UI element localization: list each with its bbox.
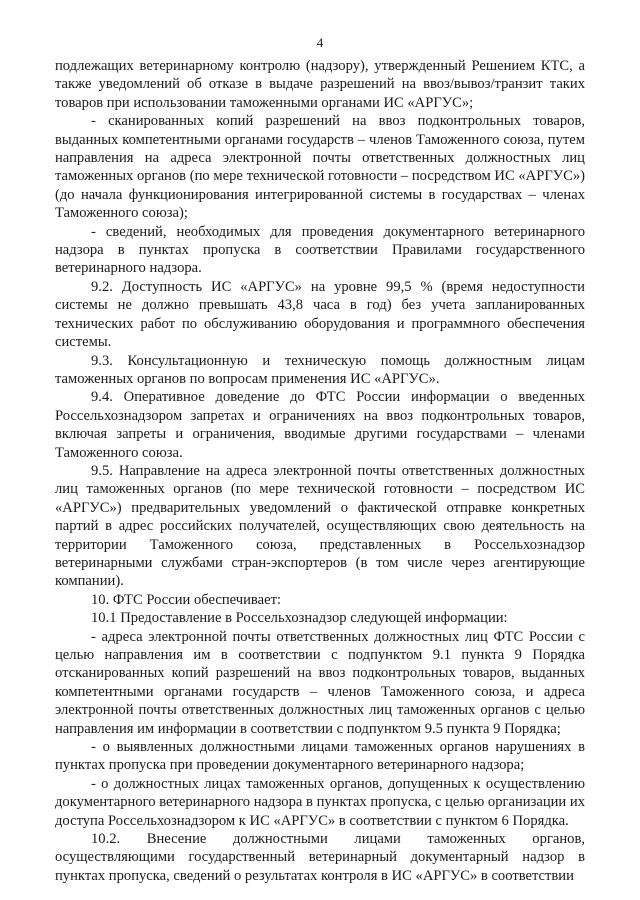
paragraph-9-4: 9.4. Оперативное доведение до ФТС России информации о введенных Россельхознадзором запретах и ограничениях на ввоз подконтрольных товаров, включая запреты и ограничения, вводимые другими государствами – членами Таможенного союза. [55,389,585,461]
paragraph-9-3: 9.3. Консультационную и техническую помощь должностным лицам таможенных органов по вопросам применения ИС «АРГУС». [55,352,585,387]
paragraph-10-2: 10.2. Внесение должностными лицами таможенных органов, осуществляющими государственный ветеринарный документарный надзор в пунктах пропуска, сведений о результатах контроля в ИС «АРГУС» в соответствии [55,831,585,884]
paragraph-email-addresses: - адреса электронной почты ответственных должностных лиц ФТС России с целью направления им в соответствии с подпунктом 9.1 пункта 9 Порядка отсканированных копий разрешений на ввоз подконтрольных товаров, выданных компетентными органами государств – членов Таможенного союза, и адреса электронной почты ответственных должностных лиц таможенных органов с целью направления им информации в соответствии с подпунктом 9.5 пункта 9 Порядка; [55,628,585,737]
paragraph-10: 10. ФТС России обеспечивает: [91,591,281,608]
paragraph-officials-access: - о должностных лицах таможенных органов, допущенных к осуществлению документарного ветеринарного надзора в пунктах пропуска, с целью организации их доступа Россельхознадзором к ИС «АРГУС» в соответствии с пунктом 6 Порядка. [55,775,585,829]
paragraph-10-1: 10.1 Предоставление в Россельхознадзор следующей информации: [91,610,508,627]
paragraph-9-5: 9.5. Направление на адреса электронной почты ответственных должностных лиц таможенных органов (по мере технической готовности – посредством ИС «АРГУС») предварительных уведомлений о фактической отправке конкретных партий в адрес российских получателей, осуществляющих свою деятельность на территории Таможенного союза, представленных в Россельхознадзор ветеринарными службами стран-экспортеров (в том числе через агентирующие компании). [55,462,585,590]
paragraph-9-2: 9.2. Доступность ИС «АРГУС» на уровне 99,5 % (время недоступности системы не должно превышать 43,8 часа в год) без учета запланированных технических работ по обслуживанию оборудования и программного обеспечения системы. [55,278,585,351]
paragraph-info-required: - сведений, необходимых для проведения документарного ветеринарного надзора в пунктах пропуска в соответствии Правилами государственного ветеринарного надзора. [55,223,585,277]
paragraph-continuation: подлежащих ветеринарному контролю (надзору), утвержденный Решением КТС, а также уведомлений об отказе в выдаче разрешений на ввоз/вывоз/транзит таких товаров при использовании таможенными органами ИС «АРГУС»; [55,58,585,111]
page-number: 4 [316,35,324,50]
document-body [55,57,585,885]
paragraph-violations: - о выявленных должностными лицами таможенных органов нарушениях в пунктах пропуска при проведении документарного ветеринарного надзора; [55,739,585,774]
paragraph-scanned-copies: - сканированных копий разрешений на ввоз подконтрольных товаров, выданных компетентными органами государств – членов Таможенного союза, путем направления на адреса электронной почты ответственных должностных лиц таможенных органов (по мере технической готовности – посредством ИС «АРГУС») (до начала функционирования интегрированной системы в государствах – членах Таможенного союза); [55,113,585,222]
